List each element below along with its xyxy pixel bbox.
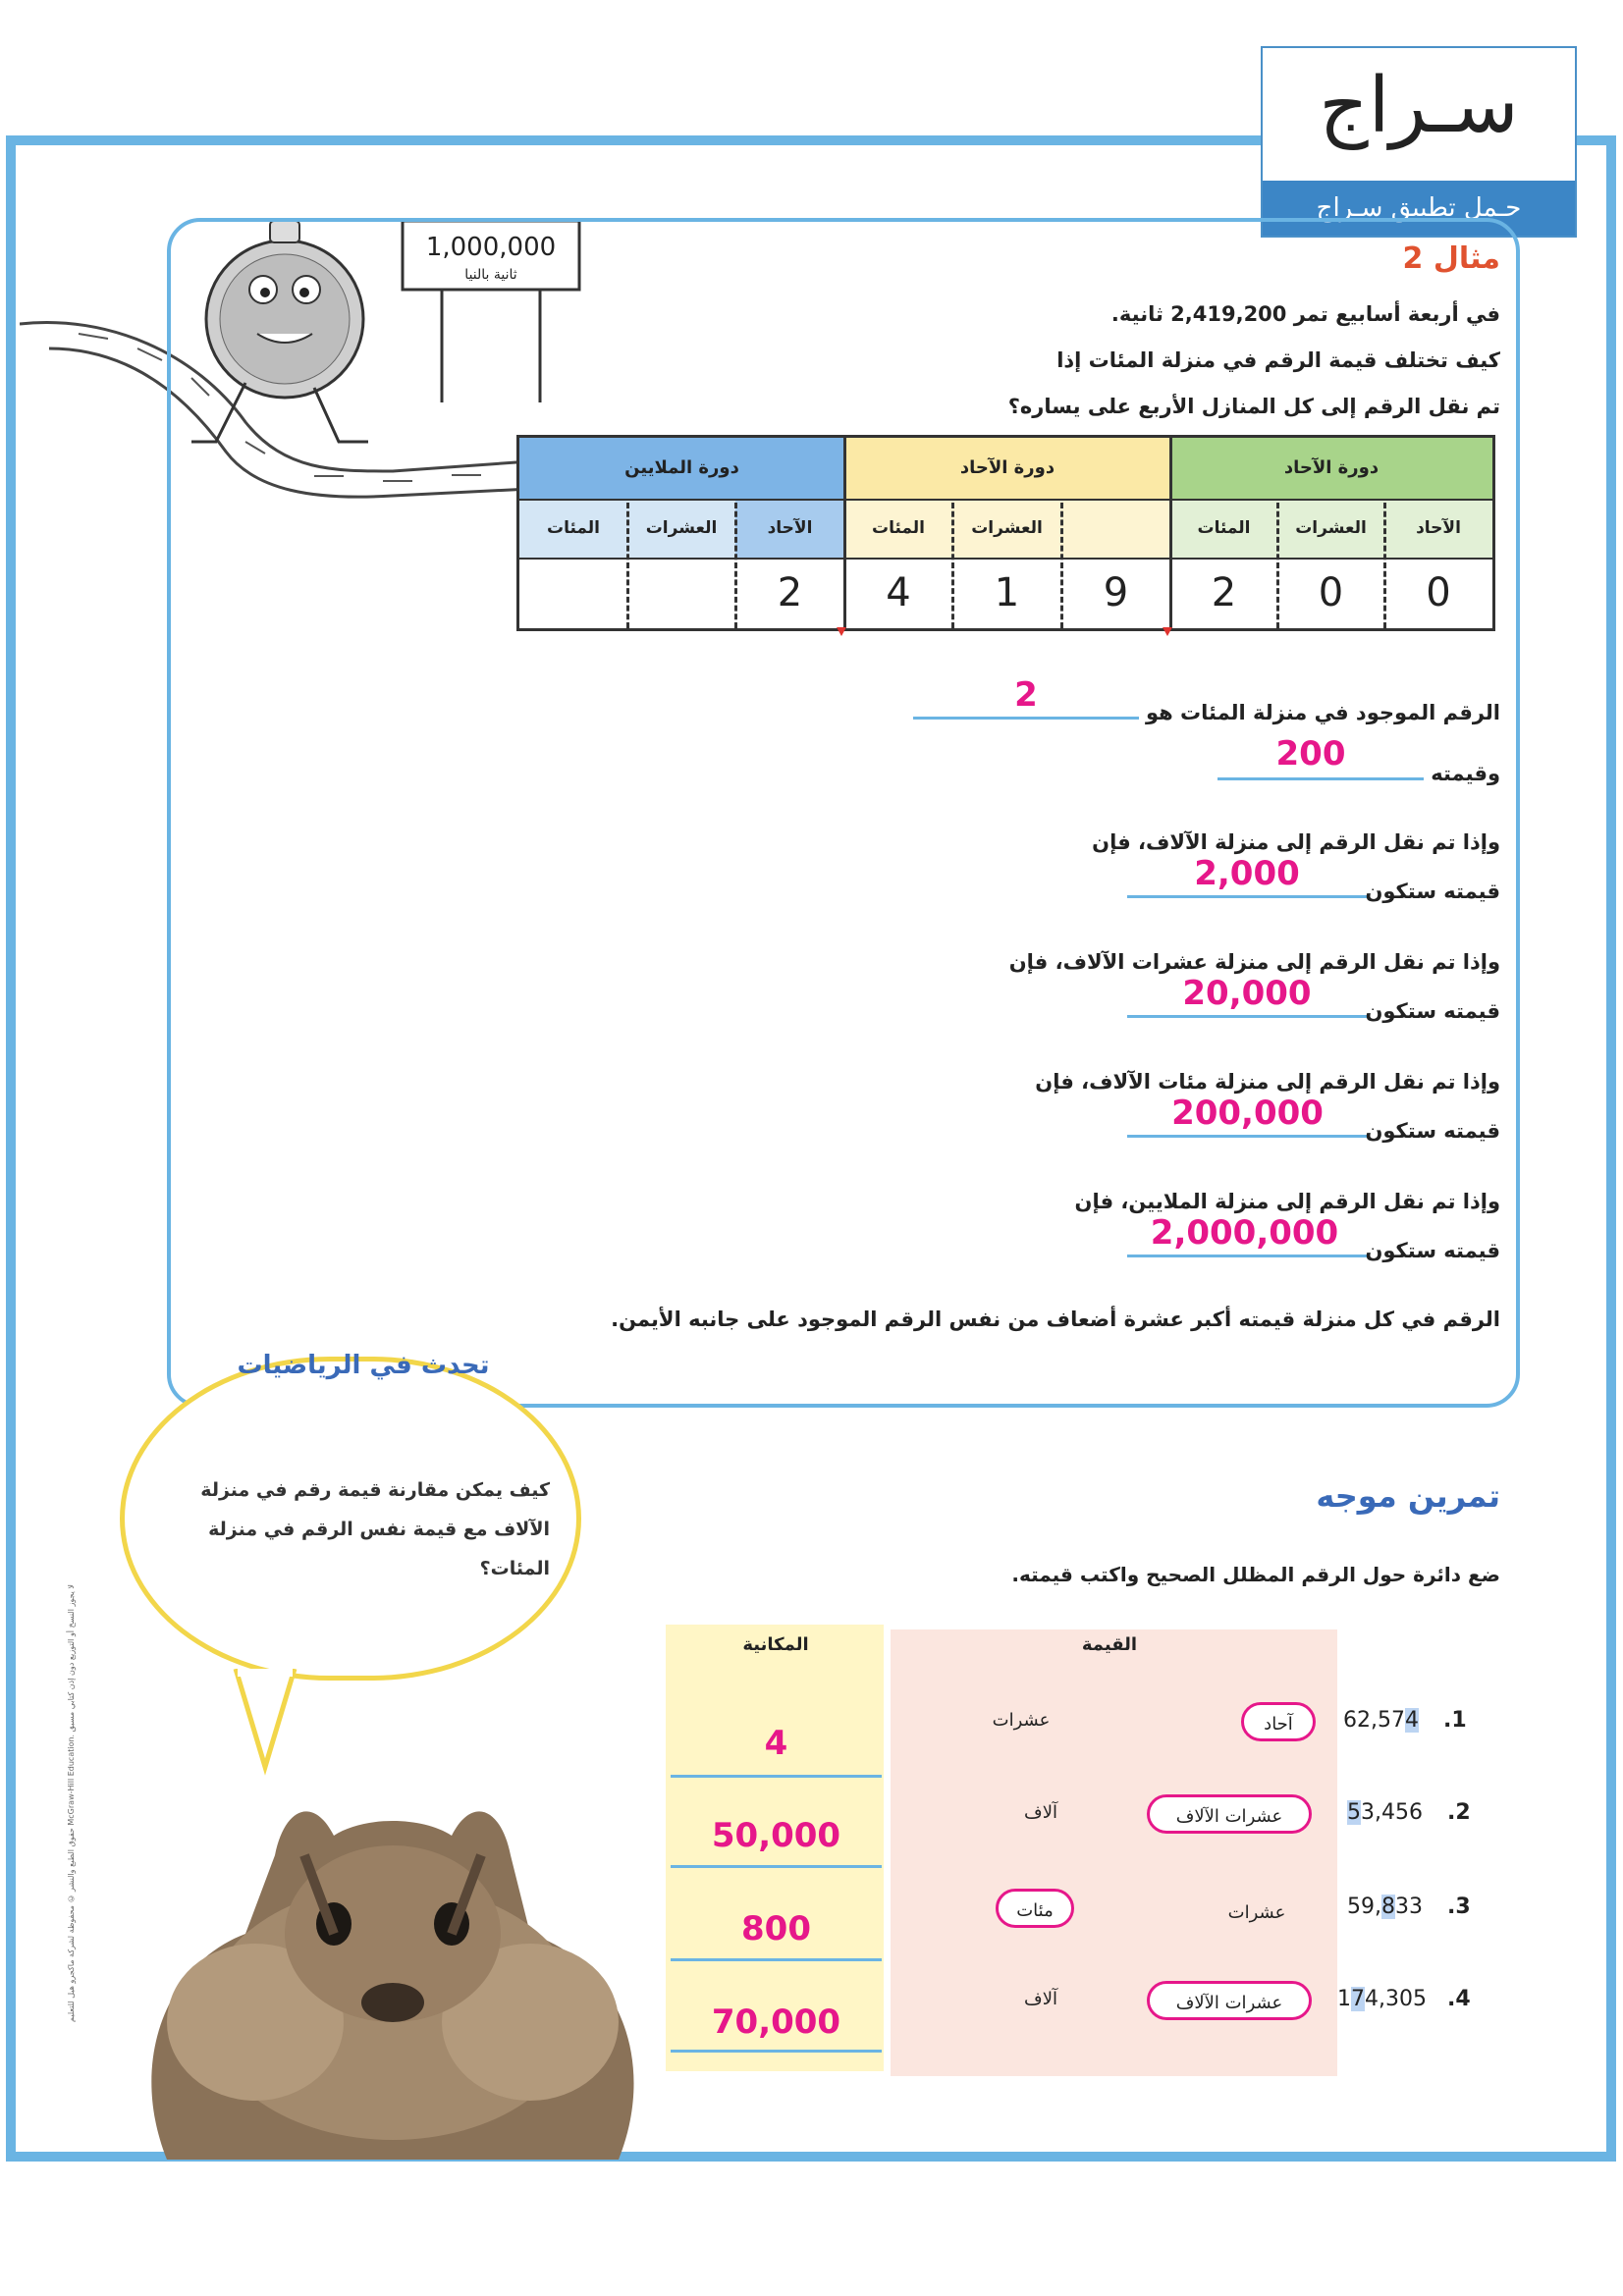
q3-text: وإذا تم نقل الرقم إلى منزلة عشرات الآلاف، فإن [1008, 950, 1500, 974]
subhead-ones-tens: العشرات [1277, 499, 1384, 558]
example-heading-word: مثال [1433, 241, 1500, 276]
row2-option-ten-thousands[interactable]: عشرات الآلاف [1147, 1794, 1312, 1834]
digit-hundreds: 2 [1211, 570, 1237, 615]
subhead-thousands-ones [1061, 499, 1170, 558]
q1b-answer-line [1217, 777, 1424, 780]
subhead-millions-ones: الآحاد [735, 499, 844, 558]
table-rule [519, 558, 1492, 560]
example-line-1: في أربعة أسابيع تمر 2,419,200 ثانية. [1110, 302, 1500, 326]
row4-answer: 70,000 [711, 2002, 841, 2042]
q3-answer-line [1127, 1015, 1368, 1018]
guided-practice-title: تمرين موجه [1316, 1477, 1500, 1515]
digit-tens: 0 [1318, 570, 1344, 615]
column-divider [626, 503, 629, 628]
digit-ones: 0 [1426, 570, 1451, 615]
row2-index: .2 [1447, 1800, 1471, 1825]
siraj-logo[interactable] [1261, 46, 1577, 238]
q2-suffix: قيمته ستكون [1365, 880, 1500, 903]
row4-index: .4 [1447, 1987, 1471, 2011]
q5-suffix: قيمته ستكون [1365, 1239, 1500, 1262]
q1-text: الرقم الموجود في منزلة المئات هو [1145, 701, 1500, 724]
row2-answer: 50,000 [711, 1816, 841, 1855]
logo-tagline: حـمل تطبيق سـراج [1263, 181, 1575, 236]
digit-thousands: 9 [1103, 570, 1129, 615]
q5-answer: 2,000,000 [1150, 1213, 1339, 1253]
row3-answer-line [671, 1958, 882, 1961]
row2-answer-line [671, 1865, 882, 1868]
sign-number: 1,000,000 [425, 233, 557, 262]
bubble-question: كيف يمكن مقارنة قيمة رقم في منزلة الآلاف مع قيمة نفس الرقم في منزلة المئات؟ [200, 1479, 550, 1579]
q4-text: وإذا تم نقل الرقم إلى منزلة مئات الآلاف، فإن [1035, 1070, 1500, 1094]
row4-answer-line [671, 2050, 882, 2053]
copyright-side-text: حقوق الطبع والنشر © محفوظة لشركة ماكجرو هيل للتعليم McGraw-Hill Education. لا يجوز النسخ أو التوزيع دون إذن كتابي مسبق [67, 1584, 76, 2022]
bubble-title: تحدث في الرياضيات [237, 1351, 490, 1380]
subhead-ones-ones: الآحاد [1384, 499, 1492, 558]
digit-hundred-millions [519, 558, 627, 628]
digit-ten-thousands: 1 [994, 570, 1020, 615]
q1-answer: 2 [1014, 675, 1038, 715]
period-thousands: دورة الآحاد [844, 438, 1170, 499]
row4-option-ten-thousands[interactable]: عشرات الآلاف [1147, 1981, 1312, 2020]
row3-index: .3 [1447, 1895, 1471, 1919]
q4-suffix: قيمته ستكون [1365, 1119, 1500, 1143]
column-divider [1276, 503, 1279, 628]
example-line-2: كيف تختلف قيمة الرقم في منزلة المئات إذا [1056, 348, 1500, 372]
subhead-millions-tens: العشرات [627, 499, 735, 558]
logo-wordmark: سـراج [1319, 62, 1519, 150]
row3-option-hundreds[interactable]: مئات [996, 1889, 1074, 1928]
row1-option-tens[interactable]: عشرات [992, 1710, 1051, 1731]
q5-answer-line [1127, 1255, 1368, 1257]
digit-hundred-thousands: 4 [886, 570, 911, 615]
digit-ten-millions [627, 558, 735, 628]
example-heading-number: 2 [1402, 241, 1424, 276]
q1-answer-line [913, 717, 1139, 720]
column-divider [951, 503, 954, 628]
example-heading [1403, 241, 1500, 276]
row1-answer: 4 [764, 1724, 788, 1763]
period-divider [1169, 438, 1172, 628]
row1-option-ones[interactable]: آحاد [1241, 1702, 1316, 1741]
period-millions: دورة الملايين [519, 438, 844, 499]
q3-answer: 20,000 [1182, 974, 1312, 1013]
row3-answer: 800 [741, 1909, 811, 1949]
q4-answer-line [1127, 1135, 1368, 1138]
sign-caption: ثانية بالنيا [464, 267, 517, 283]
period-ones: دورة الآحاد [1170, 438, 1492, 499]
subhead-thousands-tens: العشرات [952, 499, 1061, 558]
column-divider [1060, 503, 1063, 628]
row4-option-thousands[interactable]: آلاف [1024, 1989, 1057, 2009]
guided-practice-instruction: ضع دائرة حول الرقم المظلل الصحيح واكتب قيمته. [1011, 1563, 1500, 1586]
q2-answer: 2,000 [1194, 854, 1300, 893]
place-value-table [516, 435, 1495, 631]
row1-answer-line [671, 1775, 882, 1778]
q2-text: وإذا تم نقل الرقم إلى منزلة الآلاف، فإن [1092, 830, 1500, 854]
chipmunk-illustration [108, 1639, 658, 2160]
subhead-thousands-hundreds: المئات [844, 499, 952, 558]
column-divider [1383, 503, 1386, 628]
subhead-millions-hundreds: المئات [519, 499, 627, 558]
column-divider [734, 503, 737, 628]
q1b-text: وقيمته [1431, 762, 1500, 785]
table-rule [519, 499, 1492, 501]
row4-number: 174,305 [1337, 1987, 1427, 2011]
row3-option-tens[interactable]: عشرات [1227, 1902, 1286, 1923]
q2-answer-line [1127, 895, 1368, 898]
q4-answer: 200,000 [1171, 1094, 1324, 1133]
q1b-answer: 200 [1275, 734, 1346, 774]
period-marker [1163, 627, 1172, 636]
row2-number: 53,456 [1347, 1800, 1423, 1825]
row2-option-thousands[interactable]: آلاف [1024, 1802, 1057, 1823]
row1-number: 62,574 [1343, 1708, 1419, 1733]
digit-millions: 2 [777, 570, 803, 615]
row3-number: 59,833 [1347, 1895, 1423, 1919]
subhead-ones-hundreds: المئات [1170, 499, 1277, 558]
q3-suffix: قيمته ستكون [1365, 999, 1500, 1023]
col-head-value: القيمة [1081, 1634, 1138, 1655]
row1-index: .1 [1443, 1708, 1467, 1733]
col-head-answer: المكانية [742, 1634, 809, 1655]
period-divider [843, 438, 846, 628]
period-marker [837, 627, 846, 636]
example-line-3: تم نقل الرقم إلى كل المنازل الأربع على يساره؟ [1007, 395, 1500, 418]
q5-text: وإذا تم نقل الرقم إلى منزلة الملايين، فإن [1074, 1190, 1500, 1213]
conclusion-text: الرقم في كل منزلة قيمته أكبر عشرة أضعاف من نفس الرقم الموجود على جانبه الأيمن. [611, 1308, 1500, 1331]
